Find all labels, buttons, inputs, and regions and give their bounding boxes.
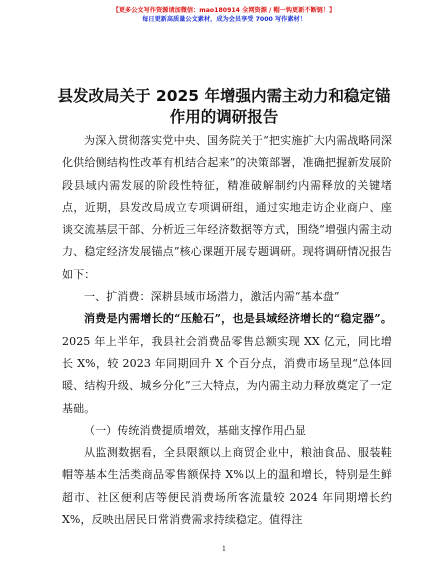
consumption-lead-bold: 消费是内需增长的“压舱石”，也是县域经济增长的“稳定器”。 bbox=[84, 312, 392, 326]
document-body bbox=[62, 130, 392, 531]
intro-paragraph: 为深入贯彻落实党中央、国务院关于“把实施扩大内需战略同深化供给侧结构性改革有机结合起来”的决策部署，准确把握新发展阶段县域内需发展的阶段性特征，精准破解制约内需释放的关键堵点，近期，县发改局成立专项调研组，通过实地走访企业商户、座谈交流基层干部、分析近三年经济数据等方式，围绕“增强内需主动力、稳定经济发展锚点”核心课题开展专题调研。现将调研情况报告如下： bbox=[62, 134, 392, 281]
monitoring-paragraph: 从监测数据看，全县限额以上商贸企业中，粮油食品、服装鞋帽等基本生活类商品零售额保持 X%以上的温和增长，特别是生鲜超市、社区便利店等便民消费场所客流量较 2024 年同期增长约 X%，反映出居民日常消费需求持续稳定。值得注 bbox=[62, 446, 392, 527]
subsection-heading-1: （一）传统消费提质增效，基础支撑作用凸显 bbox=[84, 423, 306, 437]
page-number: 1 bbox=[221, 545, 227, 553]
title-line-1: 县发改局关于 2025 年增强内需主动力和稳定锚 bbox=[57, 87, 391, 105]
document-title bbox=[40, 86, 408, 128]
banner-line-blue: 每日更新高质量公文素材，成为会员享受 7000 写作素材！ bbox=[142, 16, 306, 23]
consumption-rest: 2025 年上半年，我县社会消费品零售总额实现 XX 亿元，同比增长 X%，较 2023 年同期回升 X 个百分点，消费市场呈现“总体回暖、结构升级、城乡分化”三大特点，为内需主动力释放奠定了一定基础。 bbox=[62, 334, 392, 415]
title-line-2: 作用的调研报告 bbox=[169, 108, 279, 126]
section-heading-1: 一、扩消费：深耕县域市场潜力，激活内需“基本盘” bbox=[84, 290, 340, 304]
banner-line-red: 【更多公文写作资源请加微信：mao180914 全网资源 / 帽一钩更新不断链！】 bbox=[112, 7, 336, 14]
header-banner bbox=[0, 6, 448, 24]
consumption-paragraph bbox=[62, 308, 392, 419]
